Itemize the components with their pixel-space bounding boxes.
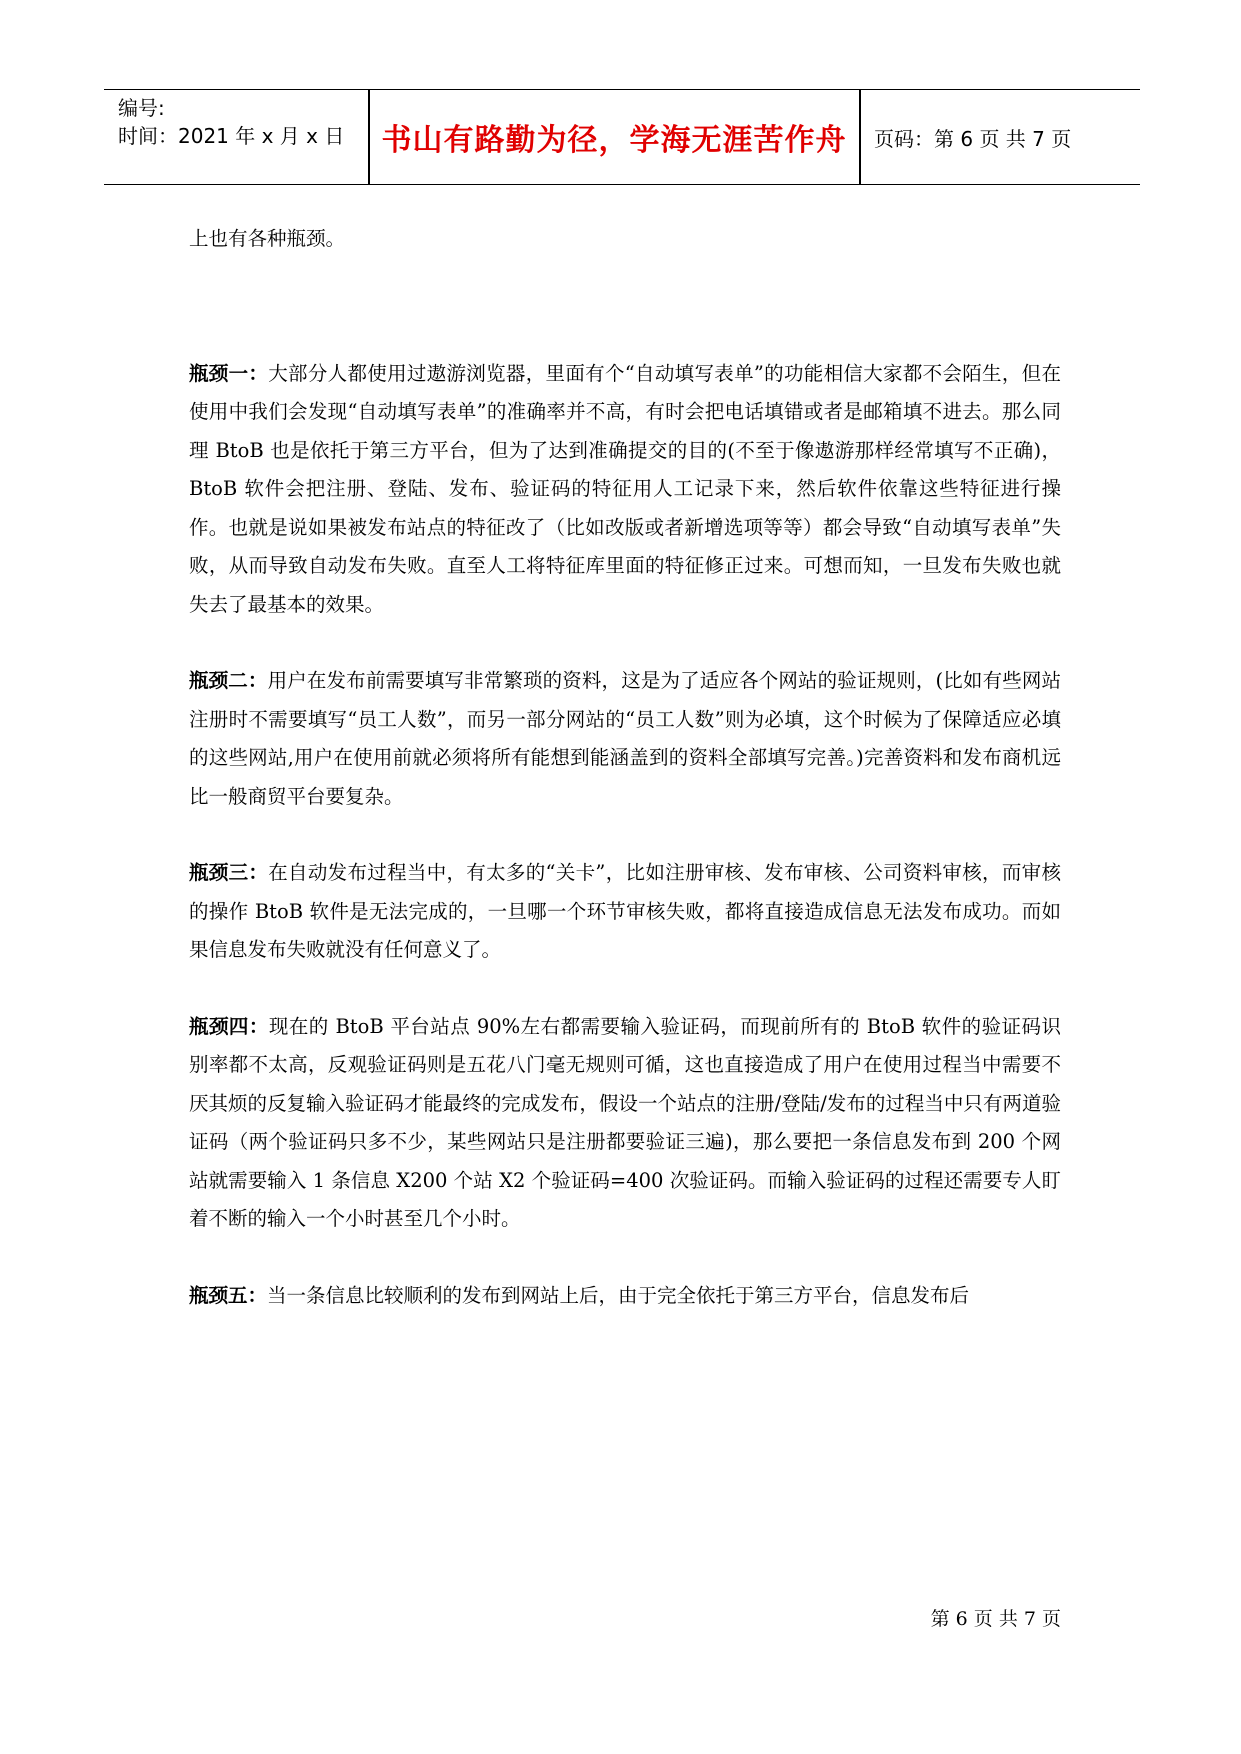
paragraph-lead: 瓶颈一： bbox=[189, 361, 269, 385]
page-header bbox=[104, 89, 1140, 185]
paragraph-lead: 瓶颈二： bbox=[189, 669, 268, 692]
intro-line: 上也有各种瓶颈。 bbox=[189, 227, 346, 250]
page-footer-number: 第 6 页 共 7 页 bbox=[930, 1608, 1061, 1630]
bottleneck-paragraph-2 bbox=[189, 662, 1061, 816]
bottleneck-paragraph-4 bbox=[189, 1008, 1061, 1239]
paragraph-text: 在自动发布过程当中，有太多的“关卡”，比如注册审核、发布审核、公司资料审核，而审核的操作 BtoB 软件是无法完成的，一旦哪一个环节审核失败，都将直接造成信息无法发布成功。而如果信息发布失败就没有任何意义了。 bbox=[189, 861, 1061, 961]
document-body bbox=[189, 220, 1061, 1353]
paragraph-text: 大部分人都使用过遨游浏览器，里面有个“自动填写表单”的功能相信大家都不会陌生，但在使用中我们会发现“自动填写表单”的准确率并不高，有时会把电话填错或者是邮箱填不进去。那么同理 BtoB 也是依托于第三方平台，但为了达到准确提交的目的(不至于像遨游那样经常填写不正确)，BtoB 软件会把注册、登陆、发布、验证码的特征用人工记录下来，然后软件依靠这些特征进行操作。也就是说如果被发布站点的特征改了（比如改版或者新增选项等等）都会导致“自动填写表单”失败，从而导致自动发布失败。直至人工将特征库里面的特征修正过来。可想而知，一旦发布失败也就失去了最基本的效果。 bbox=[189, 361, 1061, 616]
paragraph-lead: 瓶颈三： bbox=[189, 861, 269, 884]
header-page-number: 页码：第 6 页 共 7 页 bbox=[874, 126, 1072, 151]
document-time-label: 时间：2021 年 x 月 x 日 bbox=[118, 124, 345, 148]
header-meta bbox=[118, 94, 344, 150]
paragraph-text: 用户在发布前需要填写非常繁琐的资料，这是为了适应各个网站的验证规则，(比如有些网站注册时不需要填写“员工人数”，而另一部分网站的“员工人数”则为必填，这个时候为了保障适应必填的这些网站,用户在使用前就必须将所有能想到能涵盖到的资料全部填写完善。)完善资料和发布商机远比一般商贸平台要复杂。 bbox=[189, 669, 1061, 808]
paragraph-lead: 瓶颈五： bbox=[189, 1283, 268, 1307]
bottleneck-paragraph-5 bbox=[189, 1277, 1061, 1316]
bottleneck-paragraph-1 bbox=[189, 355, 1061, 625]
paragraph-text: 现在的 BtoB 平台站点 90%左右都需要输入验证码，而现前所有的 BtoB 软件的验证码识别率都不太高，反观验证码则是五花八门毫无规则可循，这也直接造成了用户在使用过程当中需要不厌其烦的反复输入验证码才能最终的完成发布，假设一个站点的注册/登陆/发布的过程当中只有两道验证码（两个验证码只多不少，某些网站只是注册都要验证三遍)，那么要把一条信息发布到 200 个网站就需要输入 1 条信息 X200 个站 X2 个验证码=400 次验证码。而输入验证码的过程还需要专人盯着不断的输入一个小时甚至几个小时。 bbox=[189, 1014, 1061, 1230]
paragraph-text: 当一条信息比较顺利的发布到网站上后，由于完全依托于第三方平台，信息发布后 bbox=[267, 1283, 970, 1307]
paragraph-lead: 瓶颈四： bbox=[189, 1014, 269, 1038]
header-motto: 书山有路勤为径，学海无涯苦作舟 bbox=[381, 123, 847, 158]
header-divider bbox=[859, 90, 861, 184]
document-number-label: 编号: bbox=[118, 96, 165, 120]
bottleneck-paragraph-3 bbox=[189, 854, 1061, 970]
